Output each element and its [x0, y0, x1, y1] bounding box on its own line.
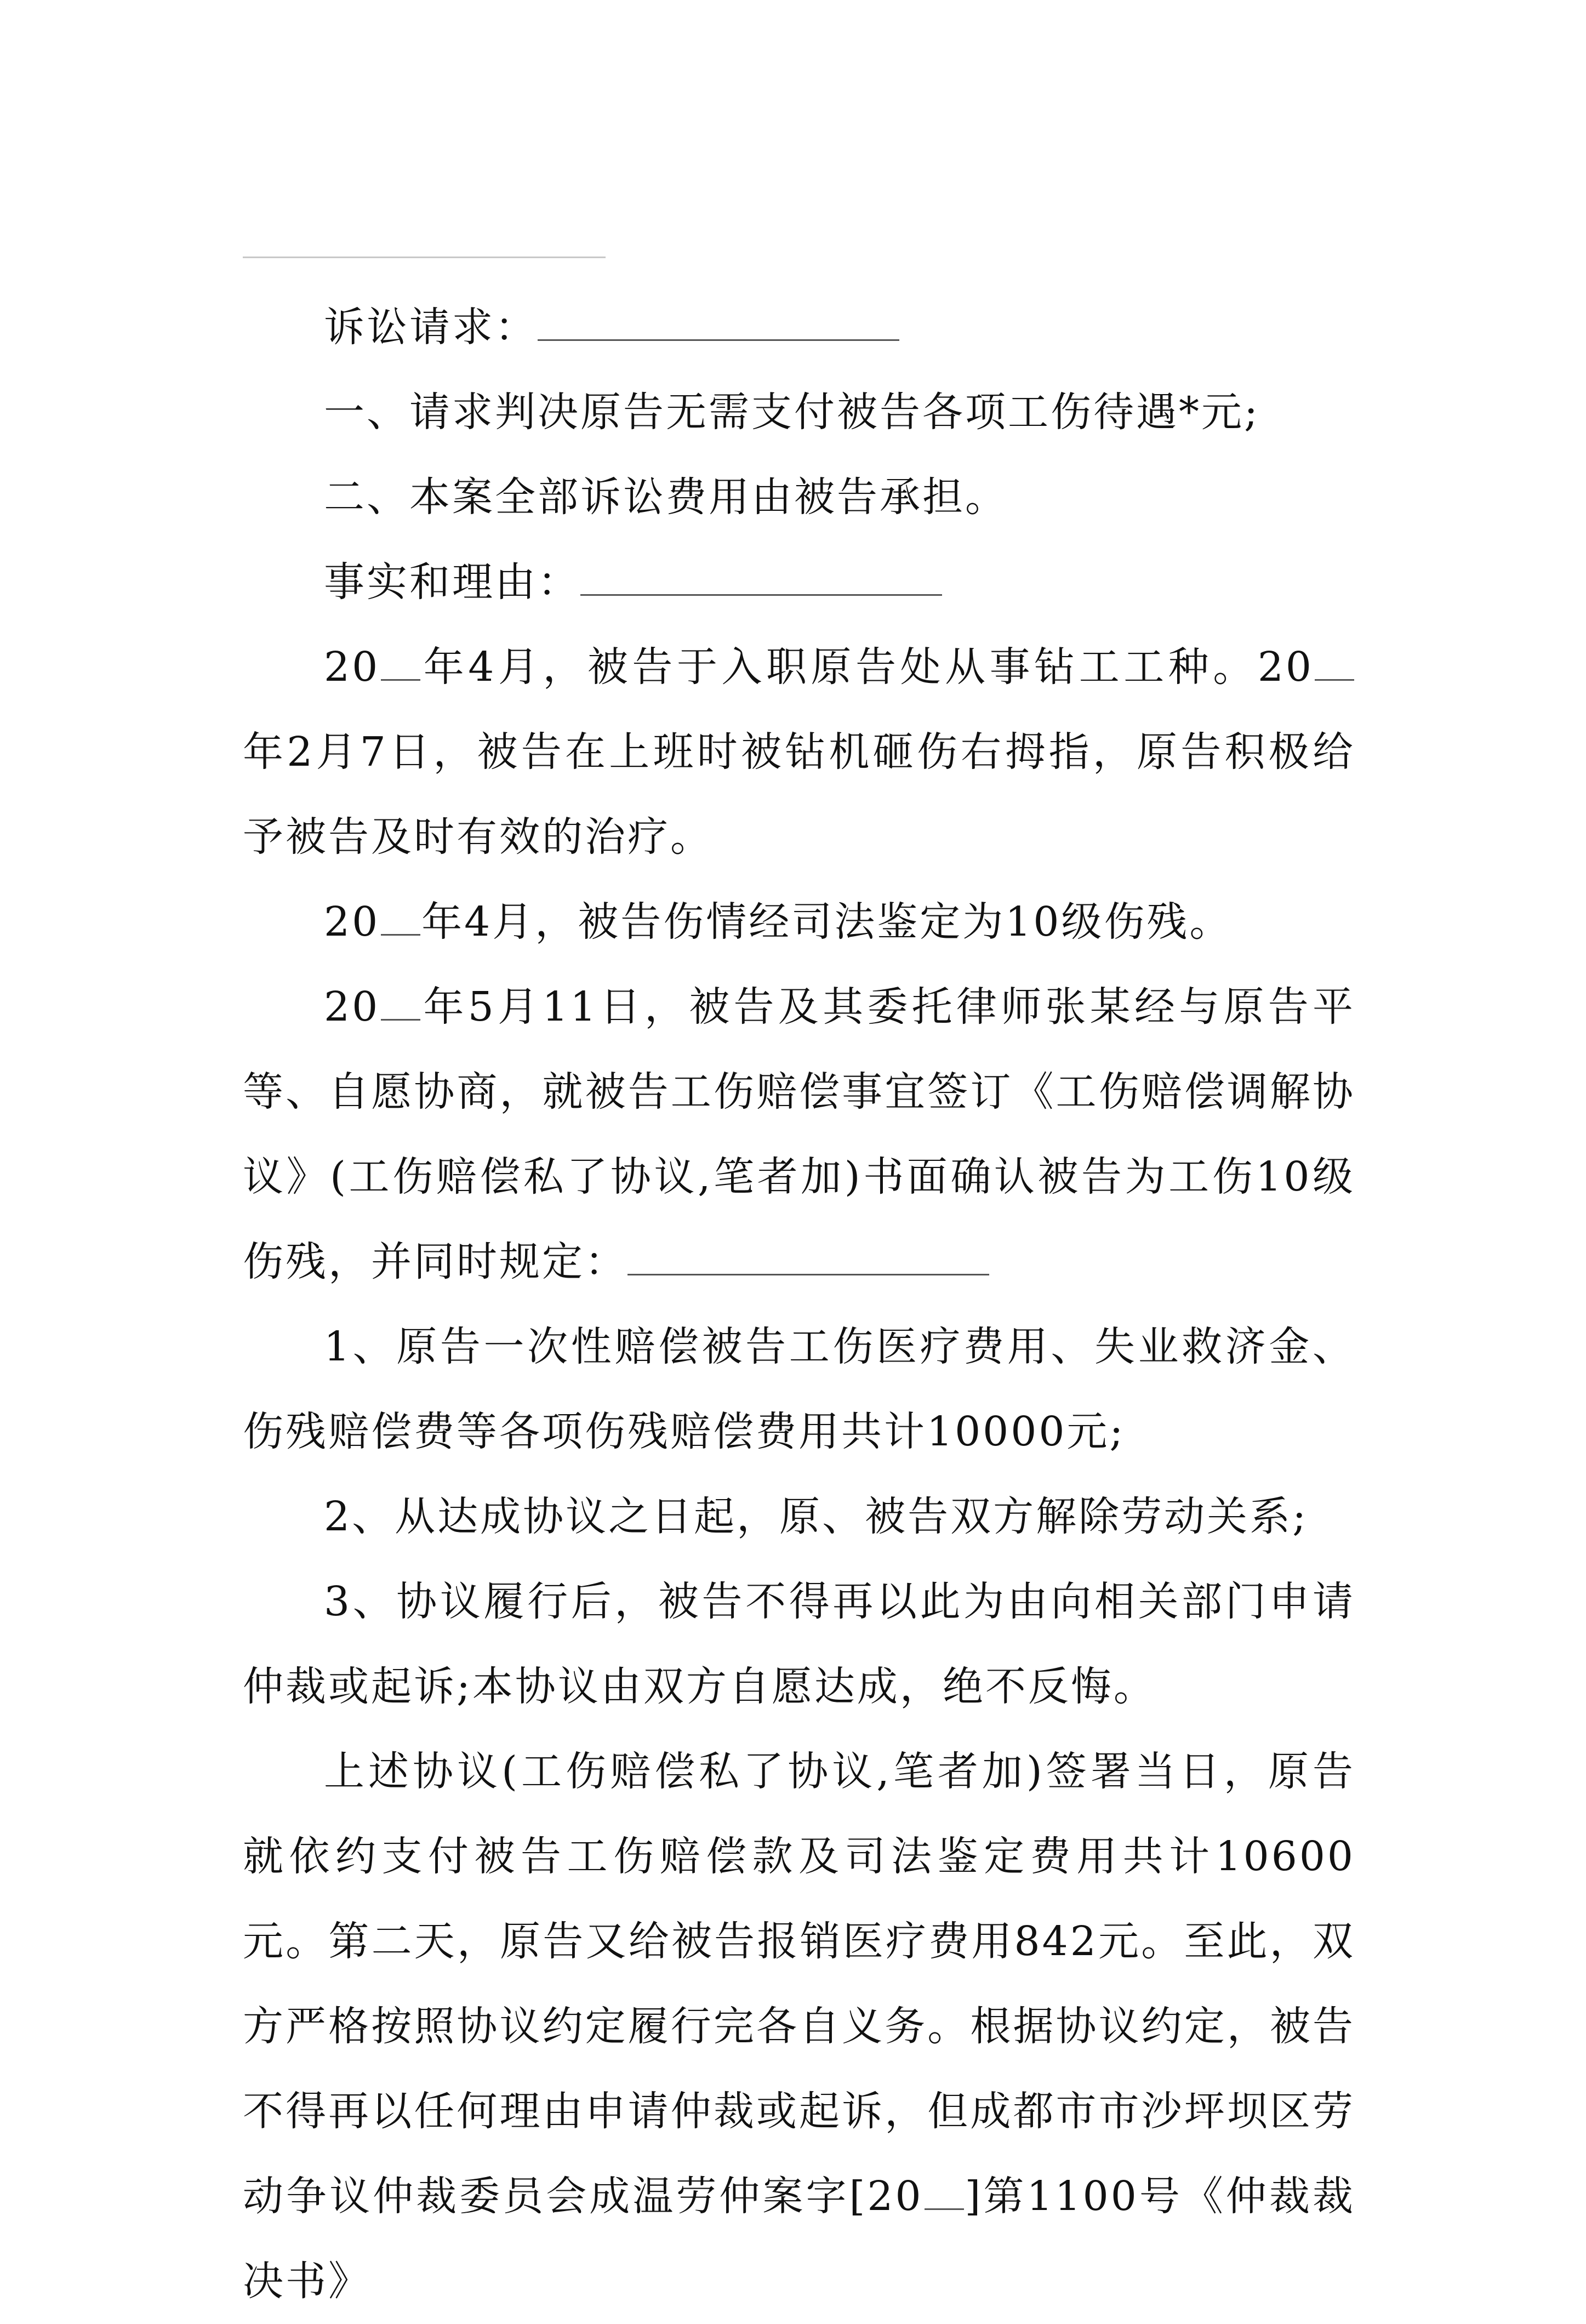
- facts-paragraph-1: 20 年4月，被告于入职原告处从事钻工工种。20年2月7日，被告在上班时被钻机砸伤右拇指，原告积极给予被告及时有效的治疗。: [243, 643, 1355, 861]
- facts-heading: 事实和理由：: [243, 540, 1355, 625]
- fill-in-blank: [538, 306, 899, 341]
- year-blank: [381, 901, 420, 936]
- year-blank: [1315, 646, 1354, 681]
- top-divider: [243, 257, 606, 258]
- fill-in-blank: [627, 1241, 989, 1275]
- year-blank: [381, 646, 420, 681]
- fill-in-blank: [580, 561, 942, 596]
- claims-heading: 诉讼请求：: [243, 285, 1355, 370]
- year-blank: [381, 986, 420, 1021]
- facts-paragraph-2: 20 年4月，被告伤情经司法鉴定为10级伤残。: [324, 898, 1233, 945]
- document-body: [243, 285, 1355, 2324]
- agreement-item-1: 1、原告一次性赔偿被告工伤医疗费用、失业救济金、伤残赔偿费等各项伤残赔偿费用共计10000元;: [243, 1323, 1355, 1455]
- facts-paragraph-4: 上述协议(工伤赔偿私了协议,笔者加)签署当日，原告就依约支付被告工伤赔偿款及司法鉴定费用共计10600元。第二天，原告又给被告报销医疗费用842元。至此，双方严格按照协议约定履行完各自义务。根据协议约定，被告不得再以任何理由申请仲裁或起诉，但成都市市沙坪坝区劳动争议仲裁委员会成温劳仲案字[20 ]第1100号《仲裁裁决书》: [243, 1748, 1355, 2305]
- facts-paragraph-3: 20 年5月11日，被告及其委托律师张某经与原告平等、自愿协商，就被告工伤赔偿事宜签订《工伤赔偿调解协议》(工伤赔偿私了协议,笔者加)书面确认被告为工伤10级伤残，并同时规定：: [243, 983, 1355, 1285]
- agreement-item-3: 3、协议履行后，被告不得再以此为由向相关部门申请仲裁或起诉;本协议由双方自愿达成，绝不反悔。: [243, 1578, 1355, 1710]
- agreement-item-2: 2、从达成协议之日起，原、被告双方解除劳动关系;: [324, 1493, 1309, 1540]
- claim-item-2: 二、本案全部诉讼费用由被告承担。: [324, 474, 1008, 521]
- claim-item-1: 一、请求判决原告无需支付被告各项工伤待遇*元;: [324, 389, 1260, 436]
- year-blank: [925, 2175, 964, 2210]
